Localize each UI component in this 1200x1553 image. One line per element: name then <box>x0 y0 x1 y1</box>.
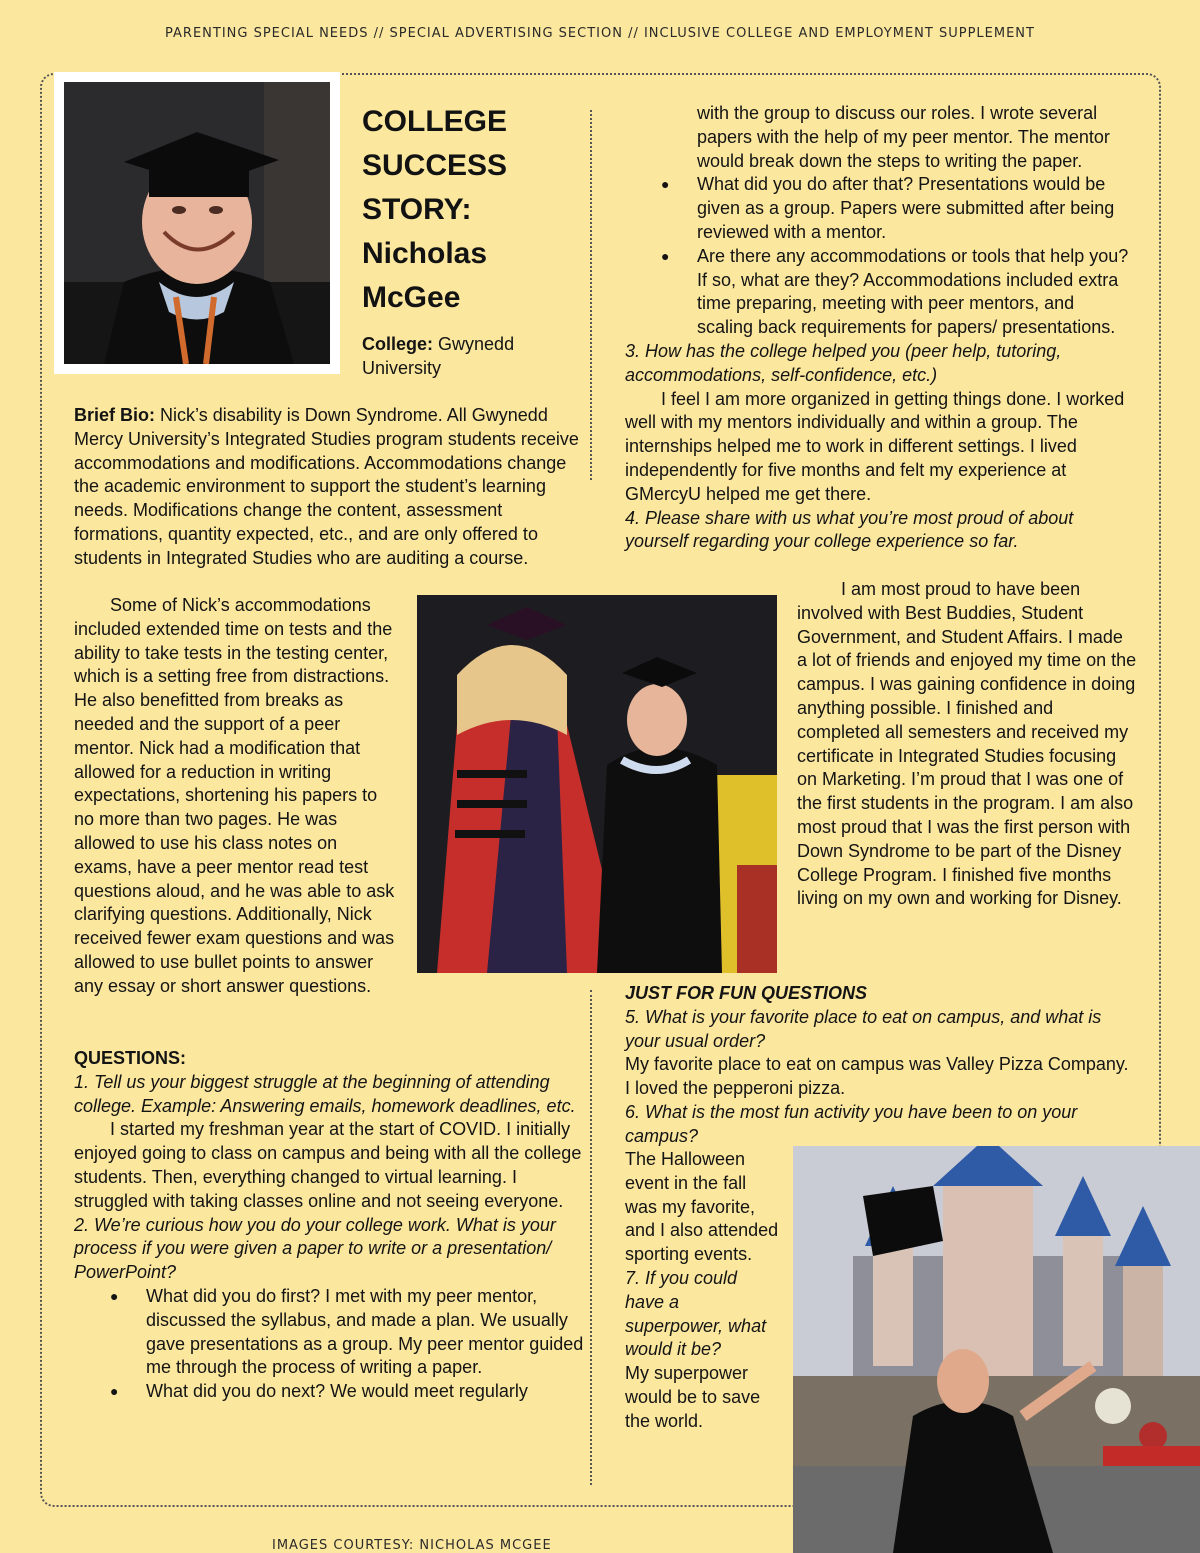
answer-7: My superpower would be to save the world. <box>625 1363 761 1431</box>
title-line: SUCCESS <box>362 149 508 182</box>
list-item-continued: with the group to discuss our roles. I wrote several papers with the help of my peer mentor. The mentor would break down the steps to writing the paper. <box>697 103 1110 171</box>
list-item: ● What did you do next? We would meet regularly <box>74 1380 584 1404</box>
article-title <box>362 100 582 320</box>
bio-text: Nick’s disability is Down Syndrome. All Gwynedd Mercy University’s Integrated Studies program students receive accommodations and modifications. Accommodations change the academic environment to support the student’s learning needs. Modifications change the content, assessment formations, quantity expected, etc., and are only offered to students in Integrated Studies who are auditing a course. <box>74 405 579 568</box>
bio-block <box>74 404 579 571</box>
answer-4-block <box>797 578 1137 911</box>
list-item: ● Are there any accommodations or tools that help you? If so, what are they? Accommodations included extra time preparing, meeting with peer mentors, and scaling back requirements for papers/ presentations. <box>625 245 1135 340</box>
title-line: STORY: <box>362 193 472 226</box>
right-column-top <box>625 102 1135 554</box>
column-divider-lower <box>590 990 592 1485</box>
college-info <box>362 332 572 380</box>
fun-block-narrow <box>625 1148 780 1434</box>
column-divider <box>590 110 592 480</box>
questions-block <box>74 1047 584 1404</box>
fun-heading: JUST FOR FUN QUESTIONS <box>625 983 868 1003</box>
question-6: 6. What is the most fun activity you have been to on your campus? <box>625 1101 1078 1146</box>
answer-3: I feel I am more organized in getting things done. I worked well with my mentors individually and within a group. The internships helped me to work in different settings. I lived independently for five months and felt my experience at GMercyU helped me get there. <box>625 388 1125 504</box>
castle-photo <box>793 1146 1200 1553</box>
list-item: ● What did you do first? I met with my peer mentor, discussed the syllabus, and made a plan. We usually gave presentations as a group. My peer mentor guided me through the process of writing a paper. <box>74 1285 584 1380</box>
portrait-photo <box>54 72 340 374</box>
college-label: College: <box>362 334 434 354</box>
graduation-photo <box>417 595 777 973</box>
title-line: McGee <box>362 281 461 314</box>
answer-5: My favorite place to eat on campus was Valley Pizza Company. I loved the pepperoni pizza. <box>625 1054 1129 1099</box>
question-4: 4. Please share with us what you’re most proud of about yourself regarding your college experience so far. <box>625 507 1074 552</box>
question-7: 7. If you could have a superpower, what would it be? <box>625 1267 767 1360</box>
bio-para2 <box>74 594 398 999</box>
bio-label: Brief Bio: <box>74 405 155 425</box>
question-2: 2. We’re curious how you do your college work. What is your process if you were given a paper to write or a presentation/ PowerPoint? <box>74 1214 556 1283</box>
image-credit: IMAGES COURTESY: NICHOLAS MCGEE <box>272 1538 552 1553</box>
question-3: 3. How has the college helped you (peer help, tutoring, accommodations, self-confidence, etc.) <box>625 340 1062 385</box>
college-value: Gwynedd University <box>362 334 515 378</box>
question-1: 1. Tell us your biggest struggle at the beginning of attending college. Example: Answering emails, homework deadlines, etc. <box>74 1071 576 1116</box>
title-line: COLLEGE <box>362 105 508 138</box>
answer-1: I started my freshman year at the start of COVID. I initially enjoyed going to class on campus and being with all the college students. Then, everything changed to virtual learning. I struggled with taking classes online and not seeing everyone. <box>74 1119 582 1211</box>
answer-6: The Halloween event in the fall was my favorite, and I also attended sporting events. <box>625 1149 779 1265</box>
answer-2-list-continued <box>625 102 1135 340</box>
questions-heading: QUESTIONS: <box>74 1048 187 1068</box>
title-line: Nicholas <box>362 237 488 270</box>
fun-block <box>625 982 1135 1149</box>
list-item: ● What did you do after that? Presentations would be given as a group. Papers were submitted after being reviewed with a mentor. <box>625 173 1135 244</box>
question-5: 5. What is your favorite place to eat on campus, and what is your usual order? <box>625 1006 1102 1051</box>
answer-4: I am most proud to have been involved with Best Buddies, Student Government, and Student Affairs. I made a lot of friends and enjoyed my time on the campus. I was gaining confidence in doing anything possible. I finished and completed all semesters and received my certificate in Integrated Studies focusing on Marketing. I’m proud that I was one of the first students in the program. I am also most proud that I was the first person with Down Syndrome to be part of the Disney College Program. I finished five months living on my own and working for Disney. <box>797 579 1137 909</box>
page-header: PARENTING SPECIAL NEEDS // SPECIAL ADVERTISING SECTION // INCLUSIVE COLLEGE AND EMPLOYMENT SUPPLEMENT <box>165 26 1035 41</box>
answer-2-list <box>74 1285 584 1404</box>
bio-para2-text: Some of Nick’s accommodations included extended time on tests and the ability to take tests in the testing center, which is a setting free from distractions. He also benefitted from breaks as needed and the support of a peer mentor. Nick had a modification that allowed for a reduction in writing expectations, shortening his papers to no more than two pages. He was allowed to use his class notes on exams, have a peer mentor read test questions aloud, and he was able to ask clarifying questions. Additionally, Nick received fewer exam questions and was allowed to use bullet points to answer any essay or short answer questions. <box>74 595 395 996</box>
